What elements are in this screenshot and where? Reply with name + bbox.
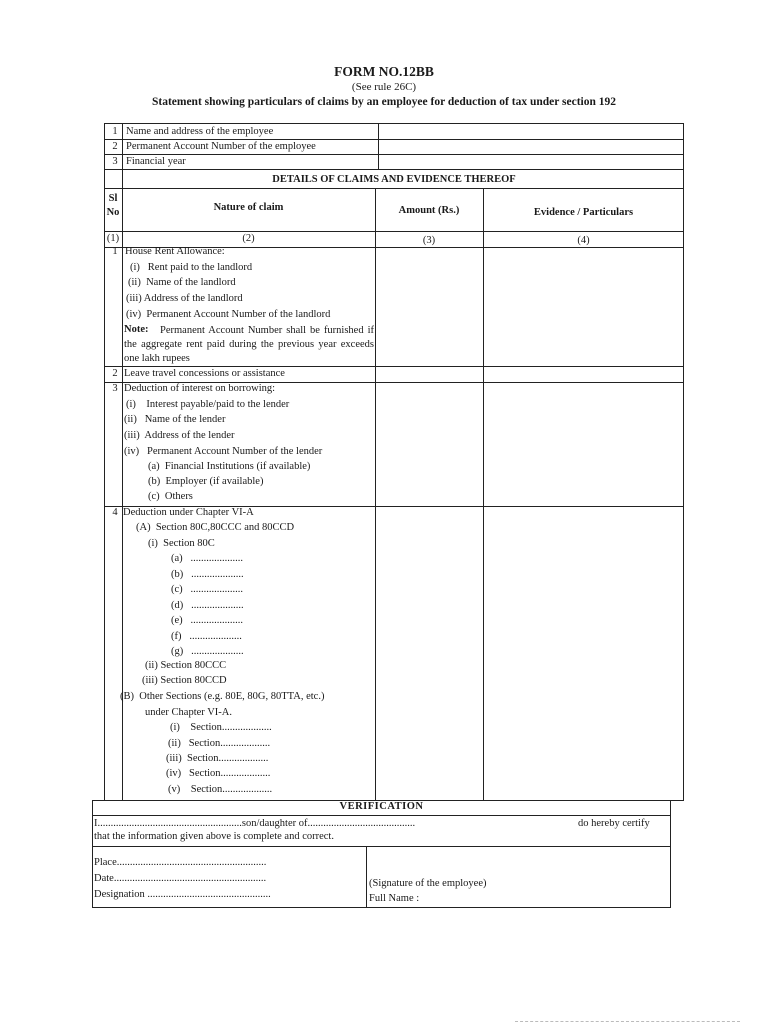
row-divider [104, 139, 684, 140]
section-80c-line: (g) .................... [171, 646, 244, 657]
interest-item: (iii) Address of the lender [124, 430, 235, 441]
section-80c-heading: (i) Section 80C [148, 538, 215, 549]
verification-declaration: I.......................................................son/daughter of......................................... [94, 818, 416, 829]
row-divider [92, 846, 671, 847]
section-80ccc-heading: (ii) Section 80CCC [145, 660, 227, 671]
section-b-subheading: under Chapter VI-A. [145, 707, 232, 718]
interest-item: (iv) Permanent Account Number of the lender [124, 446, 323, 457]
employee-pan-label: Permanent Account Number of the employee [126, 141, 316, 152]
place-field: Place......................................................... [94, 857, 267, 868]
sl-header-line2: No [106, 207, 120, 218]
interest-subitem: (a) Financial Institutions (if available) [148, 461, 311, 472]
col-divider [366, 846, 367, 908]
row-divider [104, 154, 684, 155]
claim-number: 1 [112, 246, 118, 257]
form-statement: Statement showing particulars of claims by an employee for deduction of tax under section 192 [151, 96, 617, 108]
section-80c-line: (a) .................... [171, 553, 244, 564]
financial-year-label: Financial year [126, 156, 186, 167]
employee-name-label: Name and address of the employee [126, 126, 274, 137]
claim-number: 3 [112, 383, 118, 394]
info-row-number: 1 [112, 126, 118, 137]
section-80c-line: (e) .................... [171, 615, 244, 626]
hra-note-label: Note: [124, 324, 149, 335]
form-title: FORM NO.12BB [334, 64, 434, 79]
other-section-line: (v) Section................... [168, 784, 273, 795]
full-name-label: Full Name : [369, 893, 420, 904]
section-80c-line: (f) .................... [171, 631, 242, 642]
interest-subitem: (b) Employer (if available) [148, 476, 264, 487]
col-divider [122, 188, 123, 801]
interest-title: Deduction of interest on borrowing: [124, 383, 276, 394]
amount-header: Amount (Rs.) [398, 205, 460, 216]
col-number-1: (1) [106, 233, 120, 244]
verification-certify: do hereby certify [578, 818, 650, 829]
section-80c-line: (c) .................... [171, 584, 244, 595]
col-divider [378, 123, 379, 169]
interest-item: (ii) Name of the lender [124, 414, 226, 425]
other-section-line: (ii) Section................... [168, 738, 271, 749]
hra-item: (ii) Name of the landlord [128, 277, 236, 288]
details-title: DETAILS OF CLAIMS AND EVIDENCE THEREOF [272, 174, 516, 185]
row-divider [92, 815, 671, 816]
row-divider [104, 169, 684, 170]
hra-note-text: Permanent Account Number shall be furnished if the aggregate rent paid during the previous year exceeds one lakh rupees [124, 325, 374, 364]
designation-field: Designation ............................................... [94, 889, 271, 900]
other-section-line: (iv) Section................... [166, 768, 271, 779]
interest-item: (i) Interest payable/paid to the lender [126, 399, 290, 410]
col-divider [375, 188, 376, 801]
info-row-number: 3 [112, 156, 118, 167]
hra-title: House Rent Allowance: [125, 246, 225, 257]
other-section-line: (i) Section................... [170, 722, 272, 733]
info-row-number: 2 [112, 141, 118, 152]
col-number-2: (2) [242, 233, 255, 244]
col-number-4: (4) [577, 235, 590, 246]
other-section-line: (iii) Section................... [166, 753, 269, 764]
scan-artifact [515, 1021, 740, 1022]
verification-title: VERIFICATION [339, 801, 424, 812]
section-80c-line: (b) .................... [171, 569, 244, 580]
hra-item: (iii) Address of the landlord [126, 293, 243, 304]
interest-subitem: (c) Others [148, 491, 193, 502]
sl-header-line1: Sl [108, 193, 118, 204]
row-divider [104, 188, 684, 189]
signature-label: (Signature of the employee) [369, 878, 487, 889]
verification-statement: that the information given above is complete and correct. [94, 831, 334, 842]
form-rule-reference: (See rule 26C) [351, 81, 417, 93]
chapter6a-title: Deduction under Chapter VI-A [123, 507, 254, 518]
section-80ccd-heading: (iii) Section 80CCD [142, 675, 227, 686]
hra-item: (i) Rent paid to the landlord [130, 262, 253, 273]
hra-item: (iv) Permanent Account Number of the landlord [126, 309, 331, 320]
section-a-heading: (A) Section 80C,80CCC and 80CCD [136, 522, 295, 533]
section-80c-line: (d) .................... [171, 600, 244, 611]
ltc-title: Leave travel concessions or assistance [124, 368, 285, 379]
claim-number: 4 [112, 507, 118, 518]
row-divider [104, 366, 684, 367]
col-number-3: (3) [422, 235, 436, 246]
evidence-header: Evidence / Particulars [533, 207, 634, 218]
row-divider [104, 231, 684, 232]
col-divider [483, 188, 484, 801]
date-field: Date.......................................................... [94, 873, 267, 884]
nature-of-claim-header: Nature of claim [213, 202, 284, 213]
section-b-heading: (B) Other Sections (e.g. 80E, 80G, 80TTA, etc.) [120, 691, 325, 702]
claim-number: 2 [112, 368, 118, 379]
